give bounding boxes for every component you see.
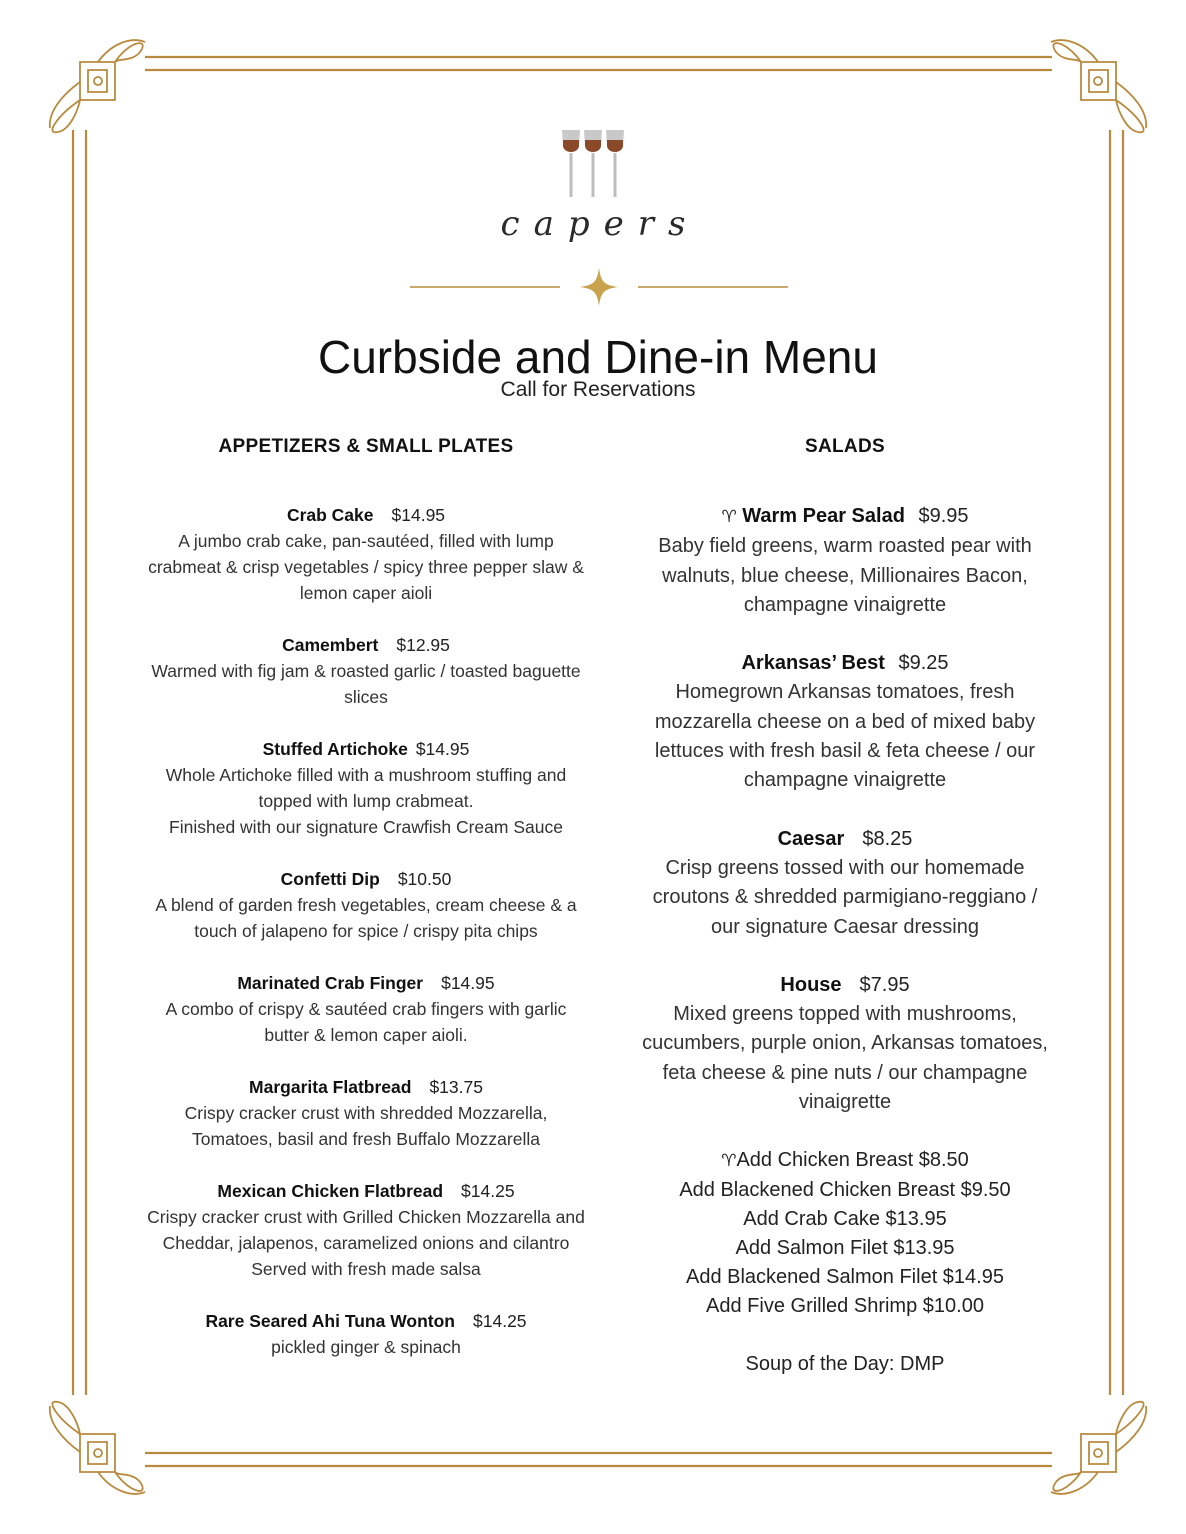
aries-symbol-icon: ♈ <box>721 507 737 527</box>
star-divider-icon <box>410 266 788 310</box>
corner-ornament-icon <box>1051 1402 1146 1494</box>
menu-item <box>146 736 586 840</box>
item-price: $7.95 <box>859 973 910 996</box>
corner-ornament-icon <box>50 1402 145 1494</box>
corner-ornament-icon <box>1051 40 1146 132</box>
item-name: Mexican Chicken Flatbread <box>217 1181 444 1201</box>
corner-ornament-icon <box>50 40 145 132</box>
page-subtitle: Call for Reservations <box>500 378 696 401</box>
item-price: $10.50 <box>397 869 452 889</box>
item-name: Warm Pear Salad <box>742 505 905 527</box>
item-price: $14.95 <box>415 739 470 759</box>
item-price: $14.95 <box>391 505 446 525</box>
salads-section <box>640 436 1050 1379</box>
item-description-extra: Finished with our signature Crawfish Cream Sauce <box>169 817 563 837</box>
menu-item <box>146 1178 586 1282</box>
item-description: A combo of crispy & sautéed crab fingers with garlic butter & lemon caper aioli. <box>165 999 567 1045</box>
menu-item <box>640 502 1050 620</box>
item-name: Confetti Dip <box>280 869 380 889</box>
item-price: $14.25 <box>461 1181 515 1201</box>
item-name: Arkansas’ Best <box>741 652 885 675</box>
item-description: Whole Artichoke filled with a mushroom stuffing and topped with lump crabmeat. <box>165 765 567 811</box>
item-price: $13.75 <box>429 1077 483 1097</box>
menu-item <box>146 502 586 606</box>
item-price: $9.95 <box>918 505 969 527</box>
menu-item <box>640 649 1050 795</box>
menu-item <box>146 970 586 1048</box>
soup-of-the-day: Soup of the Day: DMP <box>745 1353 945 1376</box>
item-description: A blend of garden fresh vegetables, cream cheese & a touch of jalapeno for spice / crispy pita chips <box>155 895 577 941</box>
section-heading: APPETIZERS & SMALL PLATES <box>218 436 514 457</box>
addon-item: Add Five Grilled Shrimp $10.00 <box>706 1295 984 1318</box>
item-price: $8.25 <box>862 827 913 850</box>
aries-symbol-icon: ♈ <box>721 1151 737 1172</box>
page-title: Curbside and Dine-in Menu <box>318 331 878 383</box>
item-description: Crispy cracker crust with shredded Mozzarella, Tomatoes, basil and fresh Buffalo Mozzarella <box>184 1103 548 1149</box>
three-wine-glasses-icon <box>558 128 628 200</box>
section-heading: SALADS <box>805 436 885 457</box>
item-name: Camembert <box>282 635 379 655</box>
item-price: $14.95 <box>441 973 495 993</box>
item-description-extra: Served with fresh made salsa <box>251 1259 481 1279</box>
item-name: Marinated Crab Finger <box>237 973 424 993</box>
menu-item <box>146 1074 586 1152</box>
item-name: Crab Cake <box>286 505 374 525</box>
addon-item: Add Blackened Chicken Breast $9.50 <box>679 1179 1011 1202</box>
menu-item <box>640 825 1050 942</box>
addons-list <box>640 1146 1050 1321</box>
addon-item: Add Blackened Salmon Filet $14.95 <box>686 1266 1004 1289</box>
item-name: Stuffed Artichoke <box>262 739 408 759</box>
item-description: Crisp greens tossed with our homemade croutons & shredded parmigiano-reggiano / our signature Caesar dressing <box>652 856 1038 938</box>
logo-wordmark: capers <box>500 204 700 244</box>
menu-item <box>146 1308 586 1360</box>
item-description: pickled ginger & spinach <box>271 1337 461 1357</box>
menu-item <box>146 632 586 710</box>
menu-item <box>146 866 586 944</box>
item-description: Baby field greens, warm roasted pear with walnuts, blue cheese, Millionaires Bacon, champagne vinaigrette <box>658 535 1032 616</box>
addon-item: Add Crab Cake $13.95 <box>743 1208 947 1231</box>
item-description: Warmed with fig jam & roasted garlic / toasted baguette slices <box>151 661 581 707</box>
item-name: Rare Seared Ahi Tuna Wonton <box>205 1311 456 1331</box>
appetizers-section <box>146 436 586 1386</box>
item-name: Caesar <box>777 827 845 850</box>
item-description: A jumbo crab cake, pan-sautéed, filled with lump crabmeat & crisp vegetables / spicy three pepper slaw & lemon caper aioli <box>148 531 584 603</box>
addon-item: Add Salmon Filet $13.95 <box>735 1237 955 1260</box>
item-description: Mixed greens topped with mushrooms, cucumbers, purple onion, Arkansas tomatoes, feta cheese & pine nuts / our champagne vinaigrette <box>642 1003 1048 1114</box>
addon-item: ♈Add Chicken Breast $8.50 <box>721 1149 969 1172</box>
item-price: $9.25 <box>898 652 949 675</box>
menu-item <box>640 971 1050 1117</box>
item-price: $12.95 <box>396 635 450 655</box>
item-name: House <box>780 973 842 996</box>
logo <box>0 128 1186 244</box>
item-description: Homegrown Arkansas tomatoes, fresh mozzarella cheese on a bed of mixed baby lettuces with fresh basil & feta cheese / our champagne vinaigrette <box>654 681 1036 792</box>
item-description: Crispy cracker crust with Grilled Chicken Mozzarella and Cheddar, jalapenos, caramelized onions and cilantro <box>147 1207 585 1253</box>
item-name: Margarita Flatbread <box>249 1077 412 1097</box>
item-price: $14.25 <box>473 1311 527 1331</box>
